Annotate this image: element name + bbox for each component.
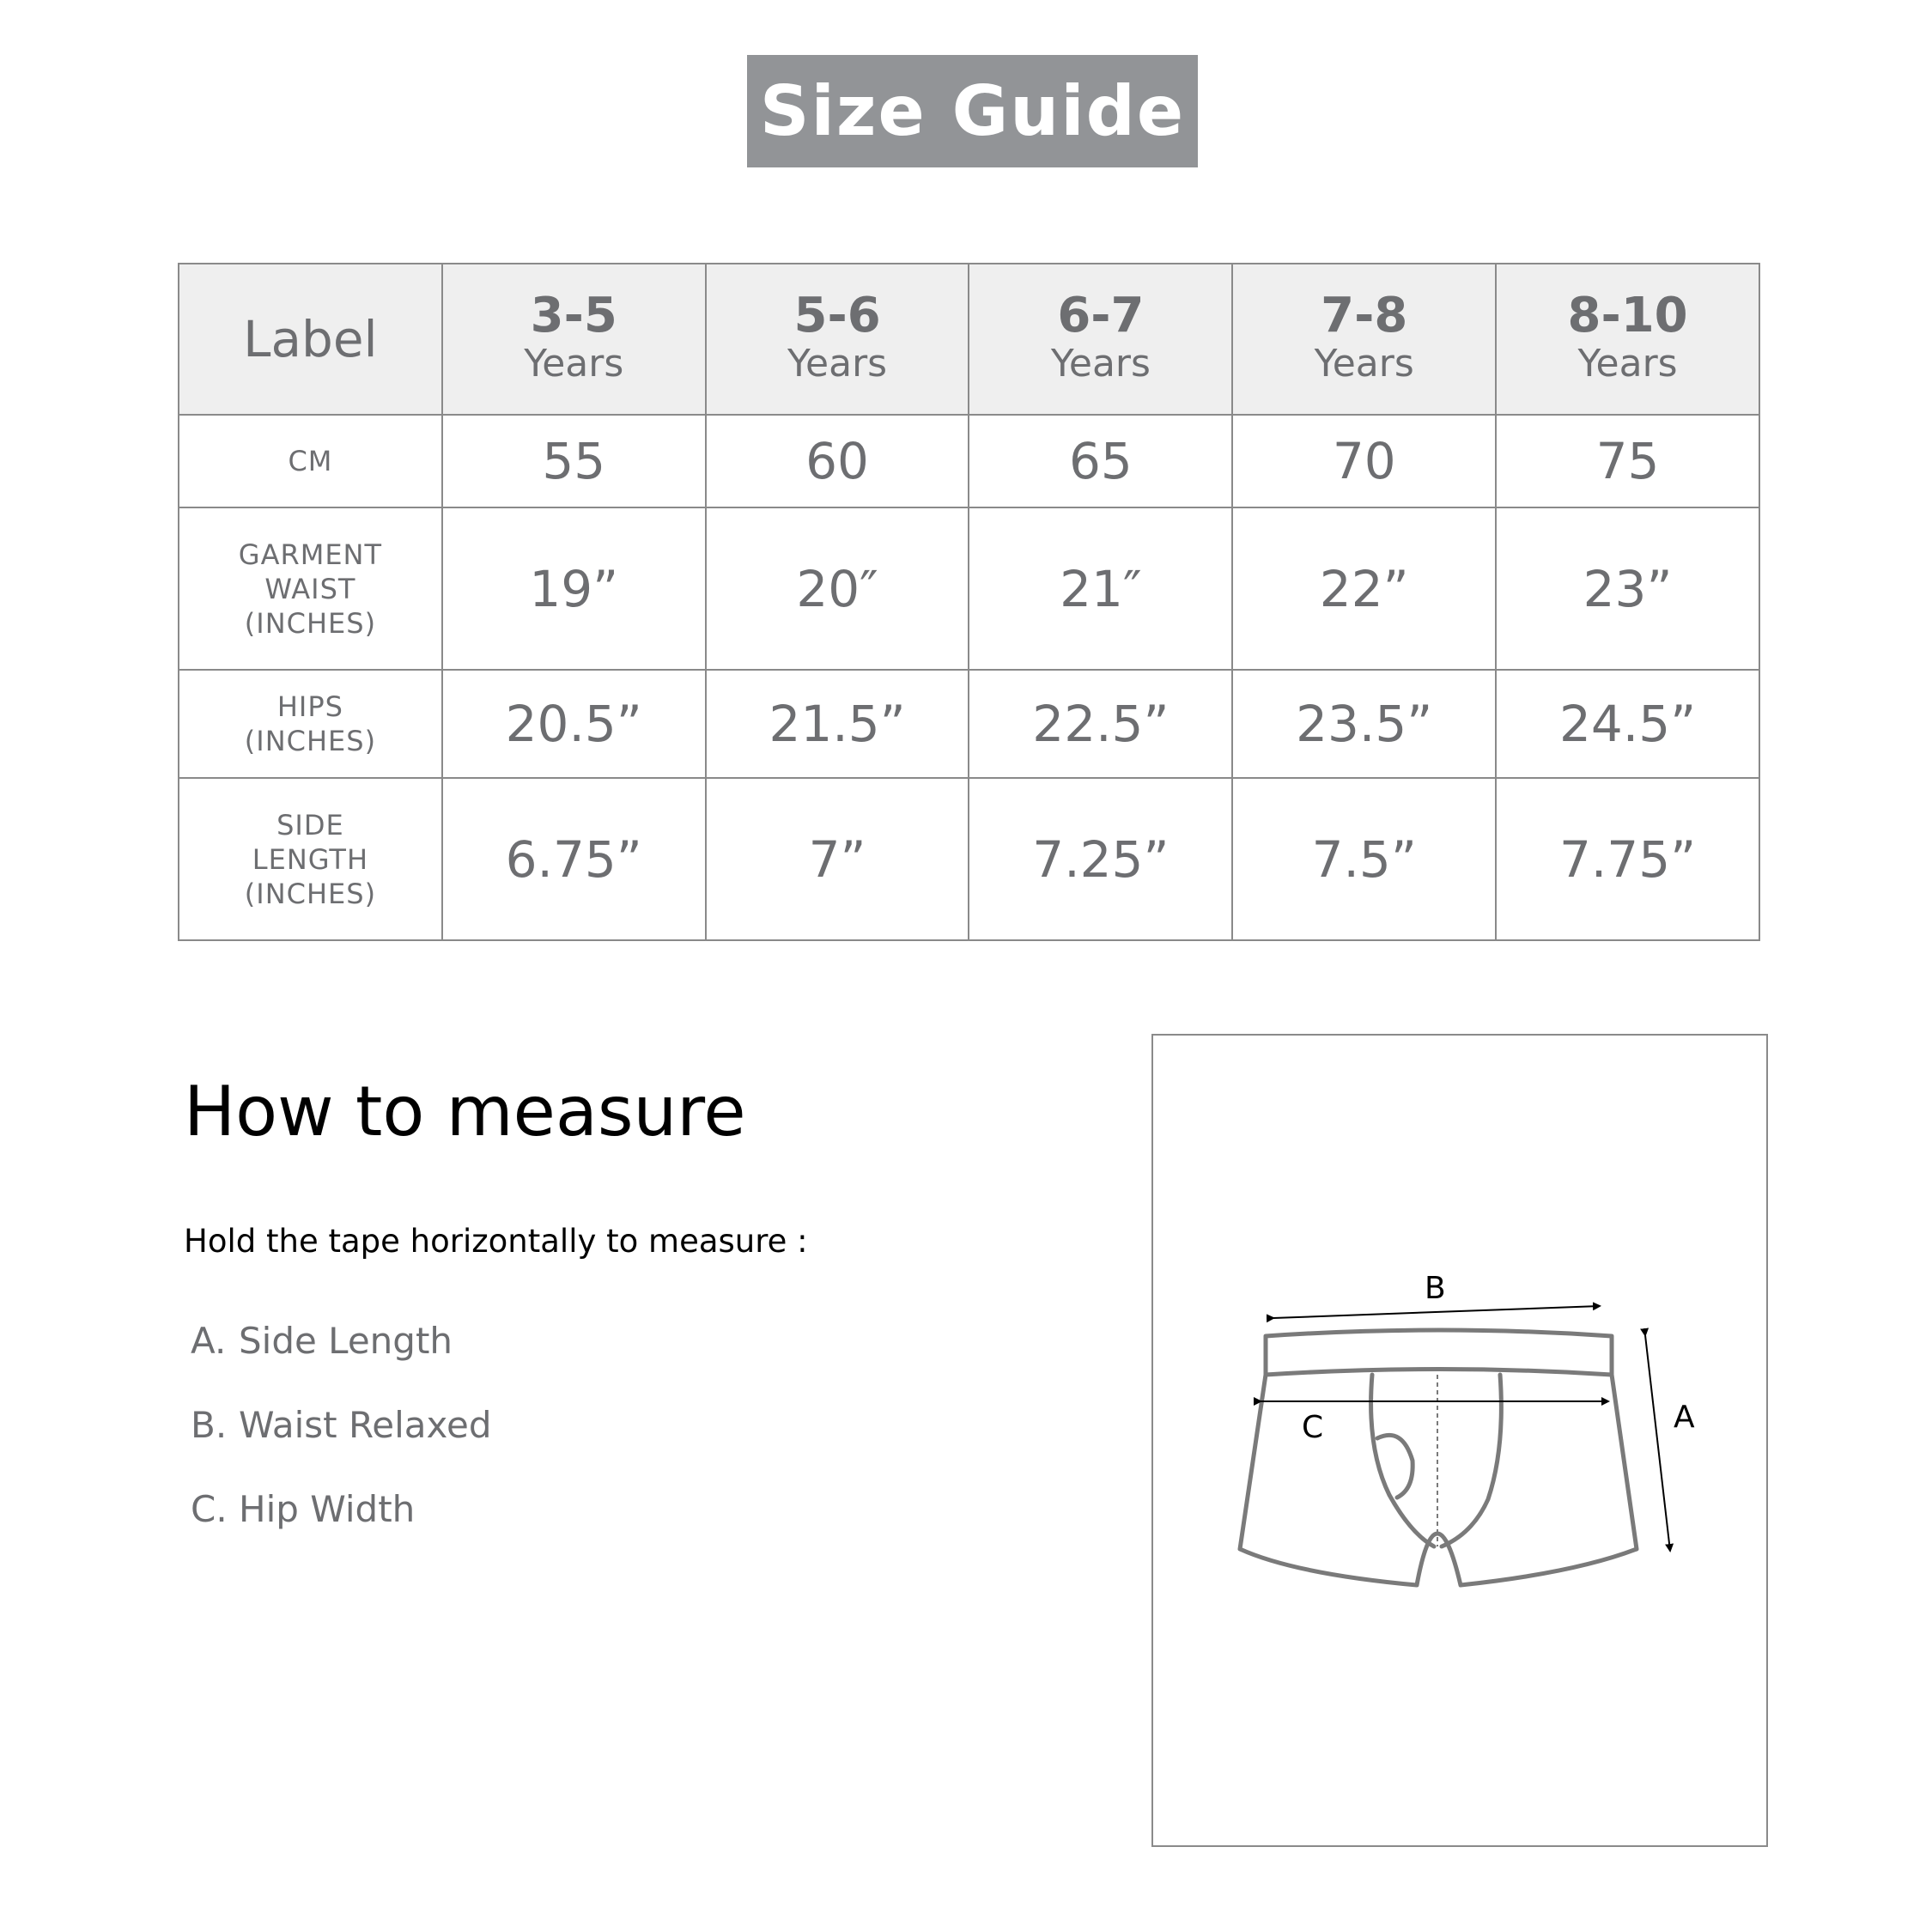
boxer-briefs-illustration — [1153, 1036, 1770, 1849]
row-label: HIPS (INCHES) — [179, 670, 442, 779]
table-cell: 65 — [969, 415, 1232, 507]
table-cell: 70 — [1232, 415, 1496, 507]
measure-intro: Hold the tape horizontally to measure : — [184, 1223, 808, 1260]
measurement-diagram — [1151, 1034, 1768, 1847]
garment-outline — [1240, 1330, 1637, 1585]
column-header: 3-5 Years — [442, 264, 706, 415]
table-cell: 23.5” — [1232, 670, 1496, 779]
table-cell: 7.25” — [969, 778, 1232, 940]
table-header-row — [179, 264, 1759, 415]
table-cell: 20.5” — [442, 670, 706, 779]
table-cell: 7.75” — [1496, 778, 1759, 940]
label-header: Label — [179, 264, 442, 415]
table-row — [179, 507, 1759, 670]
label-a: A — [1674, 1400, 1695, 1435]
table-cell: 24.5” — [1496, 670, 1759, 779]
table-cell: 55 — [442, 415, 706, 507]
table-cell: 75 — [1496, 415, 1759, 507]
table-row — [179, 415, 1759, 507]
list-item: B. Waist Relaxed — [191, 1404, 492, 1446]
column-header: 8-10 Years — [1496, 264, 1759, 415]
how-to-measure-title: How to measure — [184, 1072, 746, 1151]
table-row — [179, 778, 1759, 940]
table-cell: 21″ — [969, 507, 1232, 670]
table-cell: 7” — [706, 778, 969, 940]
measure-steps — [191, 1315, 492, 1568]
table-cell: 7.5” — [1232, 778, 1496, 940]
column-header: 6-7 Years — [969, 264, 1232, 415]
list-item: A. Side Length — [191, 1320, 453, 1362]
table-cell: 23” — [1496, 507, 1759, 670]
table-cell: 60 — [706, 415, 969, 507]
table-cell: 6.75” — [442, 778, 706, 940]
row-label: SIDE LENGTH (INCHES) — [179, 778, 442, 940]
side-length-arrow — [1645, 1335, 1670, 1551]
table-cell: 22.5” — [969, 670, 1232, 779]
table-cell: 21.5” — [706, 670, 969, 779]
list-item: C. Hip Width — [191, 1488, 416, 1530]
table-cell: 20″ — [706, 507, 969, 670]
row-label: CM — [179, 415, 442, 507]
title-banner — [747, 55, 1198, 167]
page-title: Size Guide — [759, 71, 1186, 151]
column-header: 7-8 Years — [1232, 264, 1496, 415]
label-c: C — [1302, 1410, 1324, 1445]
row-label: GARMENT WAIST (INCHES) — [179, 507, 442, 670]
table-cell: 22” — [1232, 507, 1496, 670]
table-row — [179, 670, 1759, 779]
table-cell: 19” — [442, 507, 706, 670]
waist-arrow — [1273, 1306, 1600, 1318]
label-b: B — [1425, 1271, 1446, 1306]
column-header: 5-6 Years — [706, 264, 969, 415]
size-table — [178, 263, 1760, 941]
